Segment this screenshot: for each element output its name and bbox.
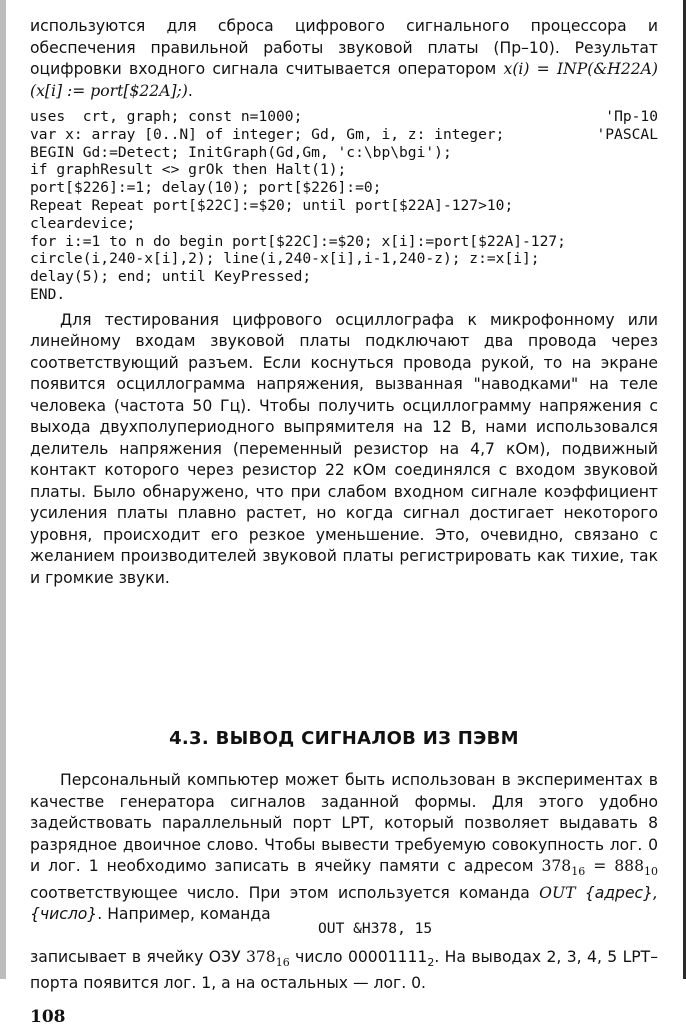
page-number: 108 — [30, 1006, 66, 1027]
code-text: Repeat Repeat port[$22C]:=$20; until port[$22A]-127>10; — [30, 196, 514, 214]
code-line — [30, 144, 658, 162]
address-hex-base: 16 — [571, 865, 586, 879]
address-hex: 378 — [541, 857, 572, 876]
book-page — [30, 16, 658, 1027]
code-text: END. — [30, 285, 66, 303]
code-line — [30, 161, 658, 179]
para2-text-b: число — [289, 947, 348, 966]
code-text: for i:=1 to n do begin port[$22C]:=$20; x[i]:=port[$22A]-127; — [30, 232, 566, 250]
binary-value: 00001111 — [347, 947, 428, 966]
pascal-code-listing — [30, 108, 658, 304]
section-paragraph-2 — [30, 947, 658, 995]
para1-text-b: соответствующее число. При этом используется команда — [30, 883, 540, 902]
ozu-address: 378 — [245, 947, 276, 966]
code-line — [30, 250, 658, 268]
code-text: port[$226]:=1; delay(10); port[$226]:=0; — [30, 179, 382, 197]
code-comment: 'PASCAL — [596, 125, 658, 143]
para1-text-a: Персональный компьютер может быть использован в экспериментах в качестве генератора сигналов заданной формы. Для этого удобно задействовать параллельный порт LPT, который позволяет выдавать 8 разрядное двоичное слово. Чтобы вывести требуемую совокупность лог. 0 и лог. 1 необходимо записать в ячейку памяти с адресом — [30, 771, 658, 876]
section-paragraph-1 — [30, 770, 658, 926]
intro-paragraph — [30, 16, 658, 102]
equals-sign: = — [585, 857, 615, 876]
para2-text-c: . На выводах 2, 3, 4, 5 LPT–порта появится лог. 1, а на остальных — лог. 0. — [30, 947, 659, 993]
binary-base: 2 — [427, 955, 435, 969]
out-command-args: {адрес}, {число} — [30, 883, 658, 924]
code-line — [30, 197, 658, 215]
code-line — [30, 268, 658, 286]
code-text: BEGIN Gd:=Detect; InitGraph(Gd,Gm, 'c:\bp\bgi'); — [30, 143, 452, 161]
intro-formula: x(i) = INP(&H22A) (x[i] := port[$22A];) — [30, 60, 659, 100]
address-dec-base: 10 — [644, 865, 659, 879]
code-line — [30, 286, 658, 304]
code-line — [30, 108, 658, 126]
code-text: var x: array [0..N] of integer; Gd, Gm, i, z: integer; — [30, 125, 505, 143]
para2-text-a: записывает в ячейку ОЗУ — [30, 947, 246, 966]
code-text: uses crt, graph; const n=1000; — [30, 108, 303, 125]
code-comment: 'Пр-10 — [605, 108, 658, 125]
testing-paragraph: Для тестирования цифрового осциллографа к микрофонному или линейному входам звуковой платы подключают два провода через соответствующий разъем. Если коснуться провода рукой, то на экране появится осциллограмма напряжения, вызванная "наводками" на теле человека (частота 50 Гц). Чтобы получить осциллограмму напряжения с выхода двухполупериодного выпрямителя на 12 В, нами использовался делитель напряжения (переменный резистор на 4,7 кОм), подвижный контакт которого через резистор 22 кОм соединялся с входом звуковой платы. Было обнаружено, что при слабом входном сигнале коэффициент усиления платы плавно растет, но когда сигнал достигает некоторого уровня, происходит его резкое уменьшение. Это, очевидно, связано с желанием производителей звуковой платы регистрировать как тихие, так и громкие звуки. — [30, 310, 658, 587]
address-dec: 888 — [614, 857, 645, 876]
ozu-address-base: 16 — [275, 955, 290, 969]
code-line — [30, 126, 658, 144]
code-text: cleardevice; — [30, 214, 136, 232]
example-command: OUT &H378, 15 — [318, 919, 433, 937]
intro-end: . — [187, 81, 193, 100]
code-text: circle(i,240-x[i],2); line(i,240-x[i],i-1,240-z); z:=x[i]; — [30, 250, 540, 268]
code-line — [30, 179, 658, 197]
intro-text: используются для сброса цифрового сигнального процессора и обеспечения правильной работы звуковой платы (Пр–10). Результат оцифровки входного сигнала считывается оператором — [30, 17, 658, 78]
out-command-name: OUT — [539, 883, 576, 902]
code-line — [30, 215, 658, 233]
code-text: if graphResult <> grOk then Halt(1); — [30, 161, 347, 179]
code-line — [30, 233, 658, 251]
code-text: delay(5); end; until KeyPressed; — [30, 268, 312, 286]
section-heading: 4.3. ВЫВОД СИГНАЛОВ ИЗ ПЭВМ — [169, 728, 519, 750]
para1-text-c: . Например, команда — [97, 905, 271, 924]
page-left-edge — [0, 0, 6, 979]
